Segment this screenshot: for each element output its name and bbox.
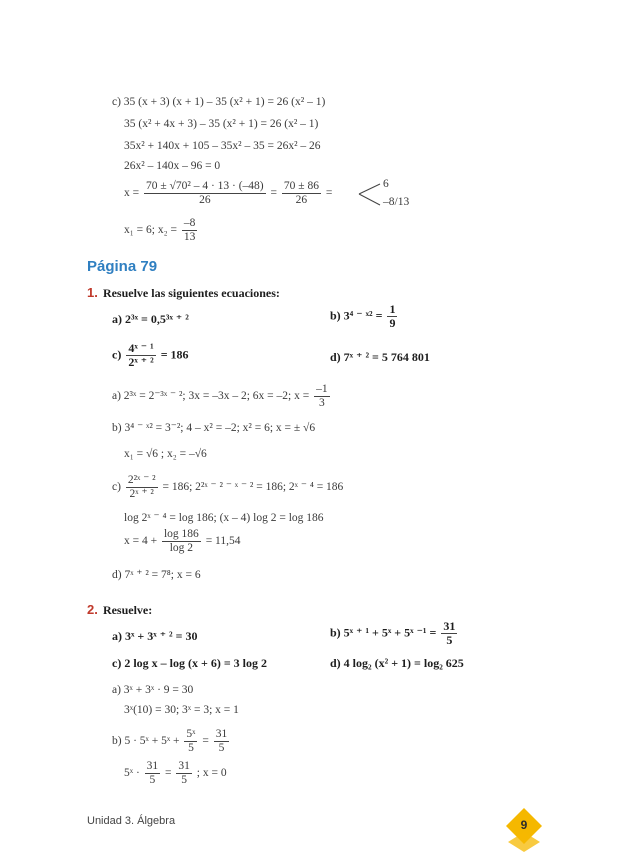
solution-1b: b) 3⁴ ⁻ ˣ² = 3⁻²; 4 – x² = –2; x² = 6; x = ± √6 [112,422,316,434]
solution-2a-line2: 3ˣ(10) = 30; 3ˣ = 3; x = 1 [124,704,239,716]
solution-1c: c) $\frac{\text{2²ˣ ⁻ ²}}{\text{2ˣ ⁺ ²}}$ = 186; 2²ˣ ⁻ ² ⁻ ˣ ⁻ ² = 186; 2ˣ ⁻ ⁴ = 186 [112,474,344,500]
exercise-2a: a) 3ˣ + 3ˣ ⁺ ² = 30 [112,629,198,643]
exercise-1a: a) 2³ˣ = 0,5³ˣ ⁺ ² [112,312,189,326]
solution-2a: a) 3ˣ + 3ˣ · 9 = 30 [112,684,194,696]
exercise-2b: b) 5ˣ ⁺ ¹ + 5ˣ + 5ˣ ⁻¹ = $\frac{31}{5}$ [330,619,456,648]
solution-2b-line2: 5ˣ · $\frac{31}{5}$ = $\frac{31}{5}$ ; x = 0 [124,760,227,786]
exercise-1c: c) $\frac{\text{4ˣ ⁻ ¹}}{\text{2ˣ ⁺ ²}}$ = 186 [112,341,189,370]
quadratic-fraction-simplified: $\frac{70 \pm 86}{26}$ [283,180,319,206]
page-number: 9 [520,818,528,832]
quadratic-fraction: $\frac{\text{70 ± √70² – 4 · 13 · (–48)}}{26}$ [146,180,264,206]
solution-c-line1: c) 35 (x + 3) (x + 1) – 35 (x² + 1) = 26 (x² – 1) [112,96,326,108]
solution-2b: b) 5 · 5ˣ + 5ˣ + $\frac{\text{5ˣ}}{5}$ = $\frac{31}{5}$ [112,728,228,754]
branch-arrow-icon [358,180,382,208]
root-1: 6 [383,178,389,190]
page-number-badge [506,808,542,844]
exercise-1b: b) 3⁴ ⁻ ˣ² = $\frac{1}{9}$ [330,302,396,331]
footer-unit: Unidad 3. Álgebra [87,815,176,827]
exercise-2d: d) 4 log₂ (x² + 1) = log₂ 625 [330,656,464,670]
solution-c-quadratic: x = $\frac{\text{70 ± √70² – 4 · 13 · (–48)}}{26}$ = $\frac{70 \pm 86}{26}$ = [124,180,333,206]
solution-1c-line2: log 2ˣ ⁻ ⁴ = log 186; (x – 4) log 2 = log 186 [124,512,324,524]
exercise-1d: d) 7ˣ ⁺ ² = 5 764 801 [330,350,430,364]
exercise-2-title: 2. Resuelve: [87,602,153,617]
exercise-1-title: 1. Resuelve las siguientes ecuaciones: [87,285,280,300]
solution-1c-line3: x = 4 + $\frac{\log 186}{\log 2}$ = 11,54 [124,528,241,554]
solution-c-line3: 35x² + 140x + 105 – 35x² – 35 = 26x² – 26 [124,140,321,152]
root-2: –8/13 [383,196,410,208]
solution-1d: d) 7ˣ ⁺ ² = 7⁸; x = 6 [112,569,201,581]
solution-c-roots: x₁ = 6; x₂ = $\frac{-8}{13}$ [124,217,196,243]
solution-1a: a) 2³ˣ = 2⁻³ˣ ⁻ ²; 3x = –3x – 2; 6x = –2; x = $\frac{-1}{3}$ [112,383,328,409]
solution-c-line4: 26x² – 140x – 96 = 0 [124,160,221,172]
exercise-2c: c) 2 log x – log (x + 6) = 3 log 2 [112,656,267,670]
page-heading: Página 79 [87,258,158,275]
solution-1b-roots: x₁ = √6 ; x₂ = –√6 [124,448,207,460]
solution-c-line2: 35 (x² + 4x + 3) – 35 (x² + 1) = 26 (x² – 1) [124,118,319,130]
